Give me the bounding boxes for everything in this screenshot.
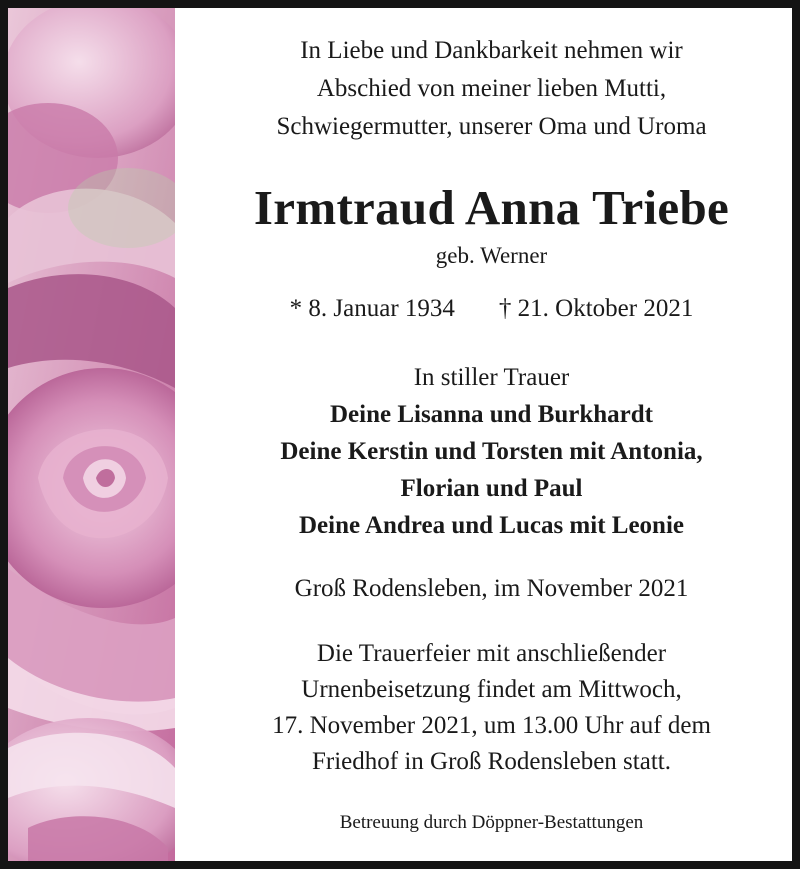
mourner-line: Deine Kerstin und Torsten mit Antonia,	[280, 438, 703, 465]
deceased-name: Irmtraud Anna Triebe	[253, 180, 730, 235]
mourners-block	[183, 359, 800, 544]
notice-text	[183, 8, 800, 861]
intro-line: In Liebe und Dankbarkeit nehmen wir	[300, 37, 683, 64]
maiden-name: geb. Werner	[435, 243, 548, 268]
death-date: † 21. Oktober 2021	[498, 295, 694, 322]
intro-line: Schwiegermutter, unserer Oma und Uroma	[276, 113, 707, 140]
funeral-home-credit: Betreuung durch Döppner-Bestattungen	[339, 812, 644, 833]
rose-illustration	[8, 8, 175, 861]
mourner-line: Deine Andrea und Lucas mit Leonie	[299, 512, 684, 539]
ceremony-line: Die Trauerfeier mit anschließender	[316, 640, 667, 667]
ceremony-line: Urnenbeisetzung findet am Mittwoch,	[301, 676, 682, 703]
rose-photo	[8, 8, 175, 861]
mourner-line: Florian und Paul	[400, 475, 583, 502]
ceremony-line: 17. November 2021, um 13.00 Uhr auf dem	[272, 712, 711, 739]
mourning-intro: In stiller Trauer	[413, 364, 570, 391]
ceremony-line: Friedhof in Groß Rodensleben statt.	[312, 748, 671, 775]
intro-text	[183, 32, 800, 146]
intro-line: Abschied von meiner lieben Mutti,	[316, 75, 667, 102]
place-date: Groß Rodensleben, im November 2021	[294, 575, 689, 602]
life-dates	[183, 292, 800, 326]
ceremony-info	[183, 636, 800, 780]
birth-date: * 8. Januar 1934	[289, 295, 455, 322]
mourner-line: Deine Lisanna und Burkhardt	[329, 401, 654, 428]
